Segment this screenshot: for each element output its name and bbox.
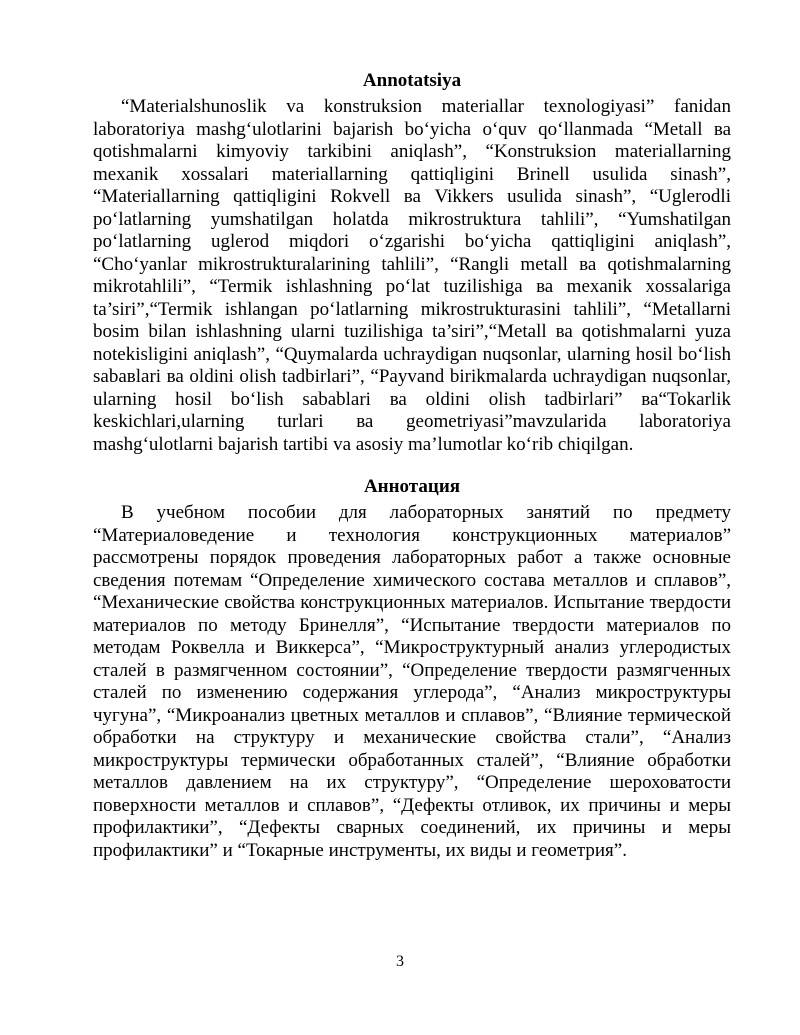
annotation-uz-section bbox=[93, 70, 731, 456]
annotation-ru-text: В учебном пособии для лабораторных занятий по предмету “Материаловедение и технология конструкционных материалов” рассмотрены порядок проведения лабораторных работ а также основные сведения потемам “Определение химического состава металлов и сплавов”, “Механические свойства конструкционных материалов. Испытание твердости материалов по методу Бринелля”, “Испытание твердости материалов по методам Роквелла и Виккерса”, “Микроструктурный анализ углеродистых сталей в размягченном состоянии”, “Определение твердости размягченных сталей по изменению содержания углерода”, “Анализ микроструктуры чугуна”, “Микроанализ цветных металлов и сплавов”, “Влияние термической обработки на структуру и механические свойства стали”, “Анализ микроструктуры термически обработанных сталей”, “Влияние обработки металлов давлением на их структуру”, “Определение шероховатости поверхности металлов и сплавов”, “Дефекты отливок, их причины и меры профилактики”, “Дефекты сварных соединений, их причины и меры профилактики” и “Токарные инструменты, их виды и геометрия”. bbox=[93, 502, 731, 861]
annotation-uz-heading: Annotatsiya bbox=[362, 70, 462, 91]
annotation-ru-section bbox=[93, 476, 731, 862]
section-spacer bbox=[93, 456, 731, 476]
document-page bbox=[93, 70, 731, 862]
annotation-ru-heading: Аннотация bbox=[363, 476, 461, 497]
annotation-uz-text: “Materialshunoslik va konstruksion materiallar texnologiyasi” fanidan laboratoriya mashg‘ulotlarini bajarish bo‘yicha o‘quv qo‘llanmada “Metall ва qotishmalarni kimyoviy tarkibini aniqlash”, “Konstruksion materiallarning mexanik xossalari materiallarning qattiqligini Brinell usulida sinash”, “Materiallarning qattiqligini Rokvell ва Vikkers usulida sinash”, “Uglerodli po‘latlarning yumshatilgan holatda mikrostruktura tahlili”, “Yumshatilgan po‘latlarning uglerod miqdori o‘zgarishi bo‘yicha qattiqligini aniqlash”, “Cho‘yanlar mikrostrukturalarining tahlili”, “Rangli metall ва qotishmalarning mikrotahlili”, “Termik ishlashning po‘lat tuzilishiga ва mexanik xossalariga ta’siri”,“Termik ishlangan po‘latlarning mikrostrukturasini tahlili”, “Metallarni bosim bilan ishlashning ularni tuzilishiga ta’siri”,“Metall ва qotishmalarni yuza notekisligini aniqlash”, “Quymalarda uchraydigan nuqsonlar, ularning hosil bo‘lish sabaвlari ва oldini olish tadbirlari”, “Payvand birikmalarda uchraydigan nuqsonlar, ularning hosil bo‘lish sabablari ва oldini olish tadbirlari” ва“Tokarlik keskichlari,ularning turlari ва geometriyasi”mavzularida laboratoriya mashg‘ulotlarni bajarish tartibi va asosiy ma’lumotlar ko‘rib chiqilgan. bbox=[93, 96, 731, 455]
page-number: 3 bbox=[396, 953, 404, 970]
